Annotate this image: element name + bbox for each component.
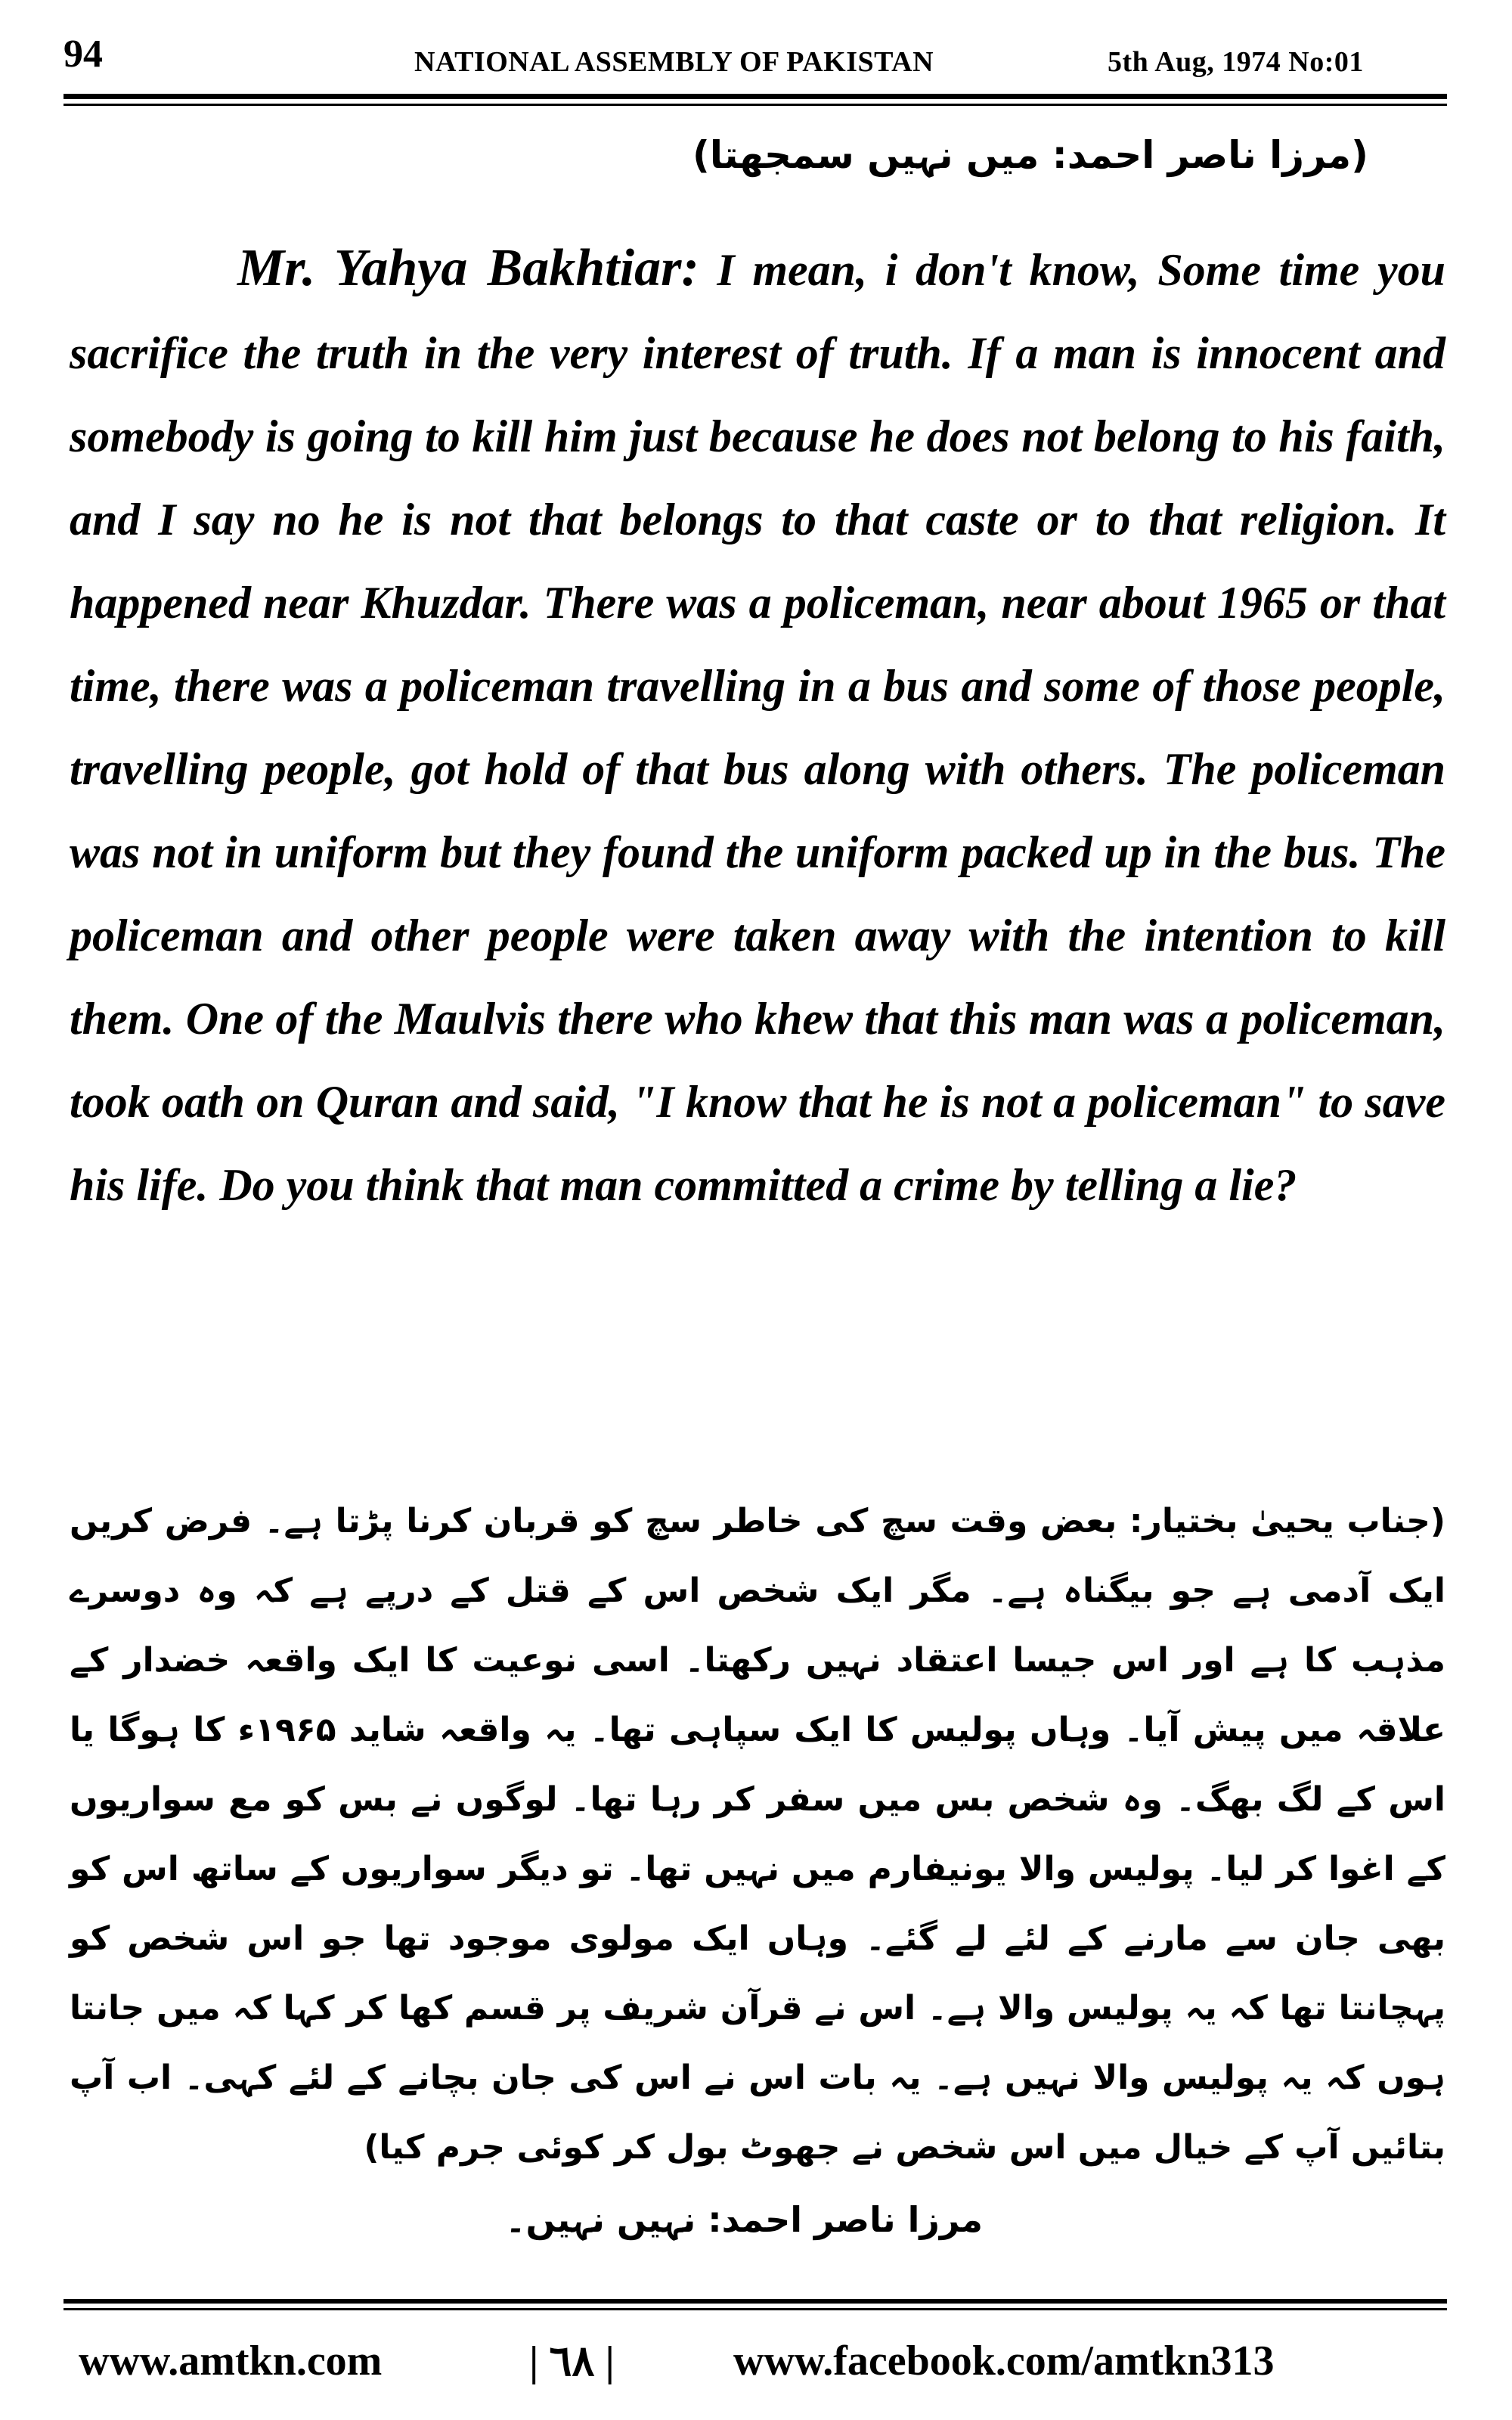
footer-facebook-link[interactable]: www.facebook.com/amtkn313 xyxy=(733,2338,1275,2384)
english-paragraph xyxy=(70,227,1445,1227)
speaker-name: Mr. Yahya Bakhtiar: xyxy=(237,239,699,297)
page-number: 94 xyxy=(64,33,103,76)
footer-page-marker: | ٦٨ | xyxy=(529,2338,615,2385)
footer-rule-thick xyxy=(64,2299,1447,2304)
header-rule-thick xyxy=(64,94,1447,99)
urdu-top-line: (مرزا ناصر احمد: میں نہیں سمجھتا) xyxy=(692,133,1368,177)
footer-rule-thin xyxy=(64,2308,1447,2310)
urdu-paragraph: (جناب یحییٰ بختیار: بعض وقت سچ کی خاطر سچ کو قربان کرنا پڑتا ہے۔ فرض کریں ایک آدمی ہے جو بیگناہ ہے۔ مگر ایک شخص اس کے قتل کے درپے ہے کہ وہ دوسرے مذہب کا ہے اور اس جیسا اعتقاد نہیں رکھتا۔ اسی نوعیت کا ایک واقعہ خضدار کے علاقہ میں پیش آیا۔ وہاں پولیس کا ایک سپاہی تھا۔ یہ واقعہ شاید ۱۹۶۵ء کا ہوگا یا اس کے لگ بھگ۔ وہ شخص بس میں سفر کر رہا تھا۔ لوگوں نے بس کو مع سواریوں کے اغوا کر لیا۔ پولیس والا یونیفارم میں نہیں تھا۔ تو دیگر سواریوں کے ساتھ اس کو بھی جان سے مارنے کے لئے لے گئے۔ وہاں ایک مولوی موجود تھا جو اس شخص کو پہچانتا تھا کہ یہ پولیس والا ہے۔ اس نے قرآن شریف پر قسم کھا کر کہا کہ میں جانتا ہوں کہ یہ پولیس والا نہیں ہے۔ یہ بات اس نے اس کی جان بچانے کے لئے کہی۔ اب آپ بتائیں آپ کے خیال میں اس شخص نے جھوٹ بول کر کوئی جرم کیا) xyxy=(70,1502,1446,2167)
header-rule-thin xyxy=(64,104,1447,106)
header-title: NATIONAL ASSEMBLY OF PAKISTAN xyxy=(414,46,934,78)
footer-website-link[interactable]: www.amtkn.com xyxy=(79,2338,383,2384)
urdu-reply: مرزا ناصر احمد: نہیں نہیں۔ xyxy=(505,2199,983,2240)
header-date-number: 5th Aug, 1974 No:01 xyxy=(1108,46,1364,78)
english-text: I mean, i don't know, Some time you sacrifice the truth in the very interest of truth. If a man is innocent and somebody is going to kill him just because he does not belong to his faith, and I say no he is not that belongs to that caste or to that religion. It happened near Khuzdar. There was a policeman, near about 1965 or that time, there was a policeman travelling in a bus and some of those people, travelling people, got hold of that bus along with others. The policeman was not in uniform but they found the uniform packed up in the bus. The policeman and other people were taken away with the intention to kill them. One of the Maulvis there who khew that this man was a policeman, took oath on Quran and said, "I know that he is not a policeman" to save his life. Do you think that man committed a crime by telling a lie? xyxy=(70,245,1446,1210)
